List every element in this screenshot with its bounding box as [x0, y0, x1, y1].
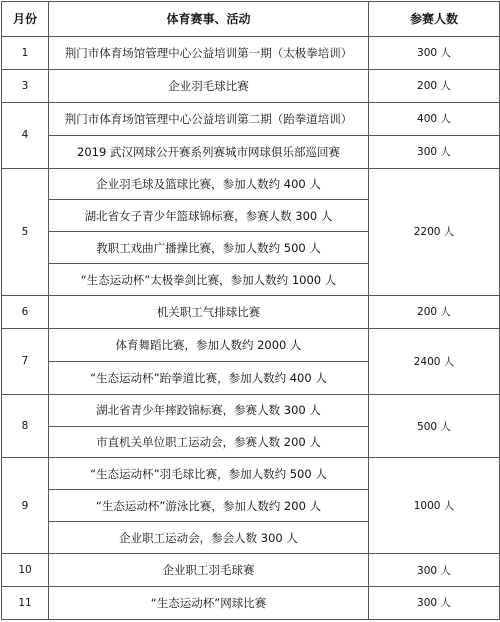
month-cell: 9	[2, 458, 49, 554]
event-cell: “生态运动杯”跆拳道比赛，参加人数约 400 人	[49, 361, 369, 394]
count-cell: 1000 人	[369, 458, 500, 554]
event-cell: 湖北省女子青少年篮球锦标赛，参赛人数 300 人	[49, 200, 369, 232]
table-row	[2, 102, 500, 135]
count-cell: 300 人	[369, 135, 500, 168]
event-cell: “生态运动杯”游泳比赛，参加人数约 200 人	[49, 490, 369, 522]
event-cell: 企业羽毛球比赛	[49, 69, 369, 102]
table-row	[2, 69, 500, 102]
header-month: 月份	[2, 2, 49, 37]
count-cell: 2400 人	[369, 328, 500, 394]
event-cell: 企业职工羽毛球赛	[49, 554, 369, 587]
event-cell: 湖北省青少年摔跤锦标赛，参赛人数 300 人	[49, 394, 369, 426]
event-cell: “生态运动杯”太极拳剑比赛，参加人数约 1000 人	[49, 264, 369, 296]
month-cell: 8	[2, 394, 49, 458]
event-cell: 教职工戏曲广播操比赛，参加人数约 500 人	[49, 232, 369, 264]
event-cell: 企业职工运动会，参会人数 300 人	[49, 522, 369, 554]
event-cell: 荆门市体育场馆管理中心公益培训第一期（太极拳培训）	[49, 36, 369, 69]
table-row	[2, 296, 500, 329]
event-cell: 机关职工气排球比赛	[49, 296, 369, 329]
month-cell: 6	[2, 296, 49, 329]
event-cell: “生态运动杯”羽毛球比赛，参加人数约 500 人	[49, 458, 369, 490]
event-cell: 市直机关单位职工运动会，参赛人数 200 人	[49, 426, 369, 458]
event-cell: “生态运动杯”网球比赛	[49, 586, 369, 619]
table-row	[2, 135, 500, 168]
month-cell: 10	[2, 554, 49, 587]
month-cell: 11	[2, 586, 49, 619]
table-row	[2, 394, 500, 426]
table-row	[2, 168, 500, 200]
count-cell: 2200 人	[369, 168, 500, 296]
table-row	[2, 328, 500, 361]
month-cell: 1	[2, 36, 49, 69]
month-cell: 3	[2, 69, 49, 102]
month-cell: 5	[2, 168, 49, 296]
header-count: 参赛人数	[369, 2, 500, 37]
month-cell: 7	[2, 328, 49, 394]
count-cell: 200 人	[369, 69, 500, 102]
count-cell: 200 人	[369, 296, 500, 329]
count-cell: 300 人	[369, 586, 500, 619]
event-cell: 企业羽毛球及篮球比赛，参加人数约 400 人	[49, 168, 369, 200]
event-cell: 荆门市体育场馆管理中心公益培训第二期（跆拳道培训）	[49, 102, 369, 135]
count-cell: 300 人	[369, 36, 500, 69]
table-row	[2, 458, 500, 490]
events-table	[1, 1, 500, 620]
month-cell: 4	[2, 102, 49, 168]
header-event: 体育赛事、活动	[49, 2, 369, 37]
count-cell: 500 人	[369, 394, 500, 458]
table-row	[2, 554, 500, 587]
event-cell: 体育舞蹈比赛，参加人数约 2000 人	[49, 328, 369, 361]
count-cell: 400 人	[369, 102, 500, 135]
table-row	[2, 36, 500, 69]
event-cell: 2019 武汉网球公开赛系列赛城市网球俱乐部巡回赛	[49, 135, 369, 168]
table-row	[2, 586, 500, 619]
count-cell: 300 人	[369, 554, 500, 587]
header-row	[2, 2, 500, 37]
